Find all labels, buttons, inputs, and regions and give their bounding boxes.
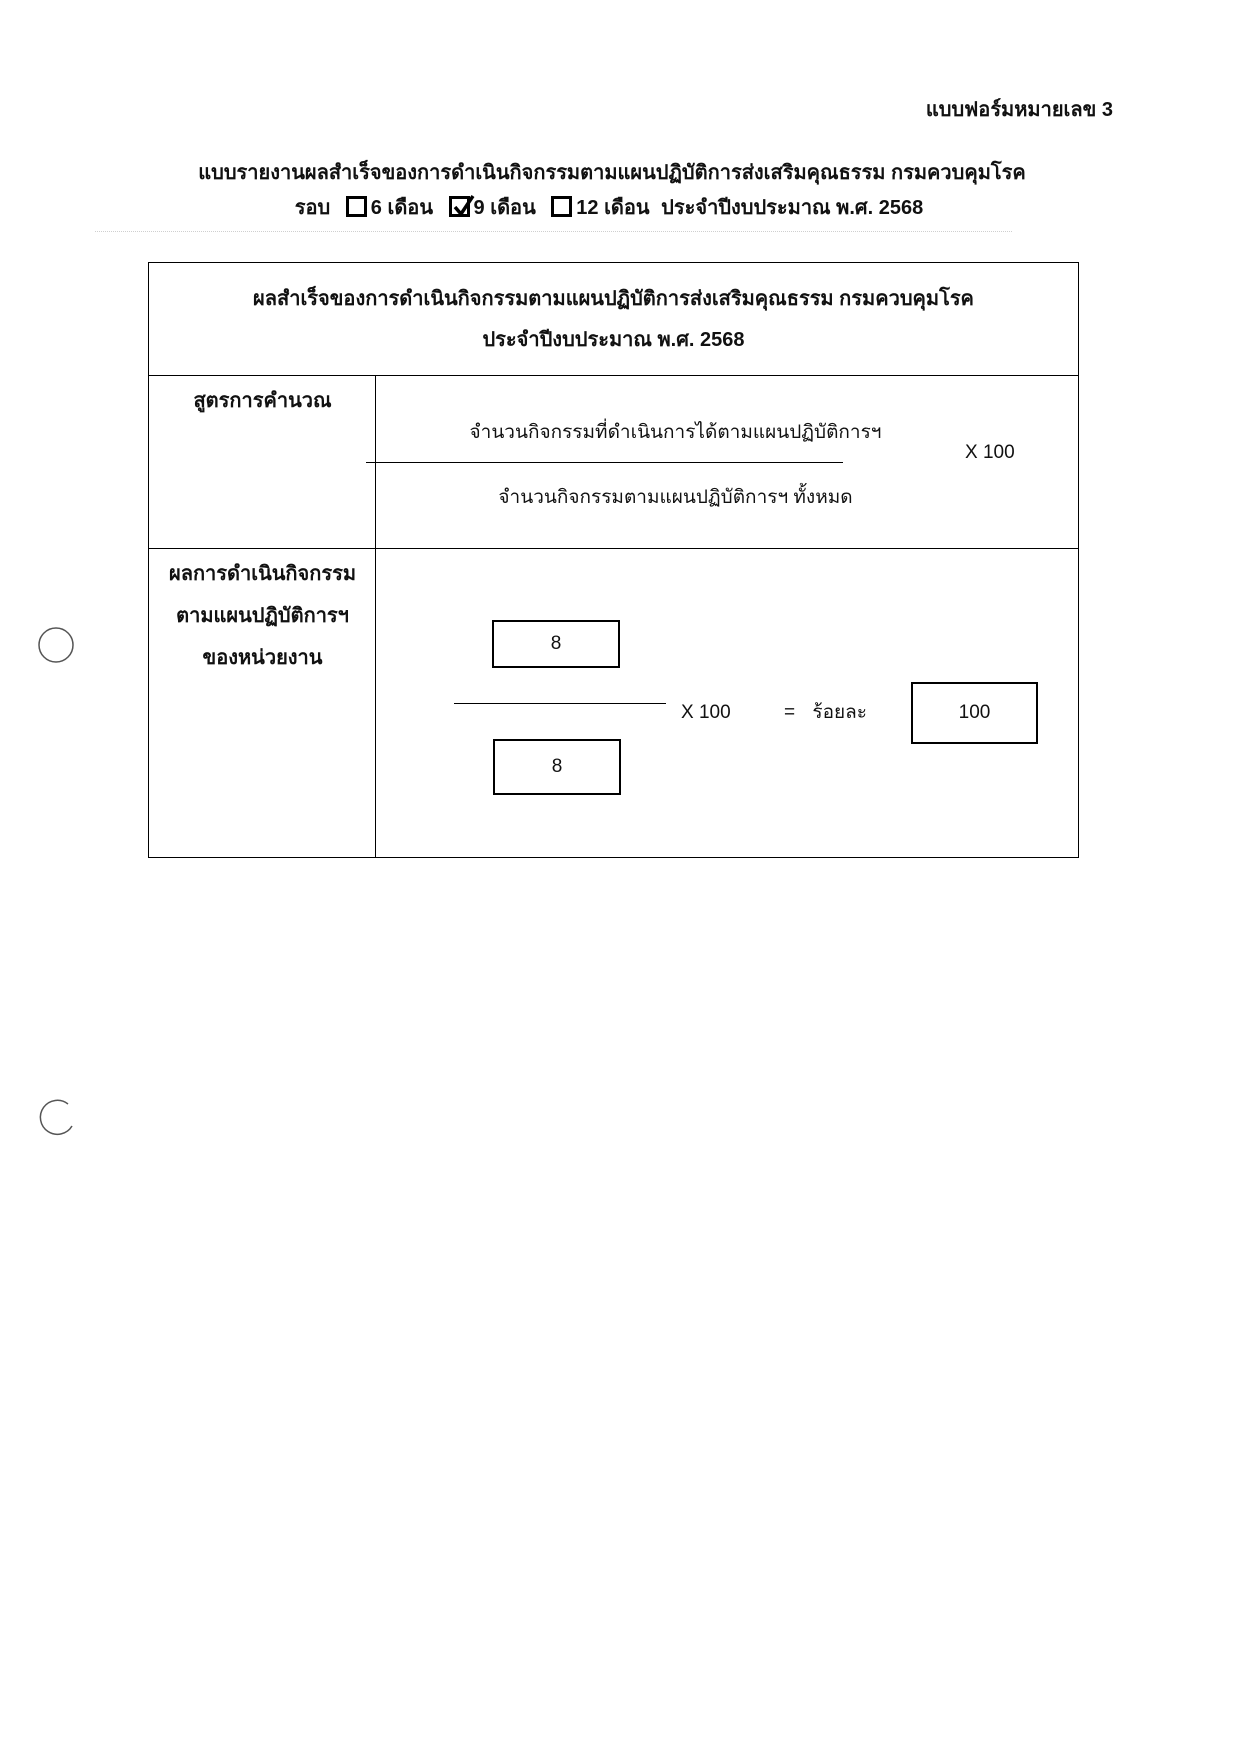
result-label-line: ผลการดำเนินกิจกรรม <box>168 563 357 585</box>
result-equals-label: = ร้อยละ <box>784 702 867 723</box>
result-label <box>149 553 376 679</box>
formula-multiplier: X 100 <box>965 442 1015 463</box>
result-label-line: ของหน่วยงาน <box>202 647 323 669</box>
fiscal-year: ประจำปีงบประมาณ พ.ศ. 2568 <box>661 197 924 219</box>
checkmark-icon <box>451 193 475 219</box>
round-12-months-checkbox <box>551 196 572 217</box>
formula-fraction-line <box>366 462 843 463</box>
round-9-months-checkbox <box>449 196 470 217</box>
round-9-months-label: 9 เดือน <box>473 197 536 219</box>
scan-artifact-line <box>95 231 1012 232</box>
report-title: แบบรายงานผลสำเร็จของการดำเนินกิจกรรมตามแผนปฏิบัติการส่งเสริมคุณธรรม กรมควบคุมโรค <box>198 162 1026 184</box>
result-denominator: 8 <box>551 756 563 777</box>
result-numerator: 8 <box>550 633 562 654</box>
table-divider <box>149 548 1078 549</box>
round-label: รอบ <box>294 197 331 219</box>
table-header-line2: ประจำปีงบประมาณ พ.ศ. 2568 <box>482 329 745 351</box>
punch-hole-icon <box>36 627 76 667</box>
result-fraction-line <box>454 703 666 704</box>
round-12-months-label: 12 เดือน <box>576 197 650 219</box>
formula-numerator: จำนวนกิจกรรมที่ดำเนินการได้ตามแผนปฏิบัติการฯ <box>469 422 882 443</box>
formula-denominator: จำนวนกิจกรรมตามแผนปฏิบัติการฯ ทั้งหมด <box>498 487 853 508</box>
result-multiplier: X 100 <box>681 702 731 723</box>
round-6-months-checkbox <box>346 196 367 217</box>
table-header <box>149 279 1078 361</box>
result-label-line: ตามแผนปฏิบัติการฯ <box>176 605 349 627</box>
report-period <box>100 194 1124 222</box>
form-number: แบบฟอร์มหมายเลข 3 <box>925 99 1113 121</box>
results-table <box>148 262 1079 858</box>
result-percent-box <box>911 682 1038 744</box>
result-numerator-box <box>492 620 620 668</box>
table-header-line1: ผลสำเร็จของการดำเนินกิจกรรมตามแผนปฏิบัติการส่งเสริมคุณธรรม กรมควบคุมโรค <box>253 288 974 310</box>
result-denominator-box <box>493 739 621 795</box>
result-percent: 100 <box>958 702 991 723</box>
table-divider <box>149 375 1078 376</box>
punch-hole-icon <box>36 1098 76 1138</box>
round-6-months-label: 6 เดือน <box>370 197 433 219</box>
formula-label: สูตรการคำนวณ <box>193 390 332 412</box>
